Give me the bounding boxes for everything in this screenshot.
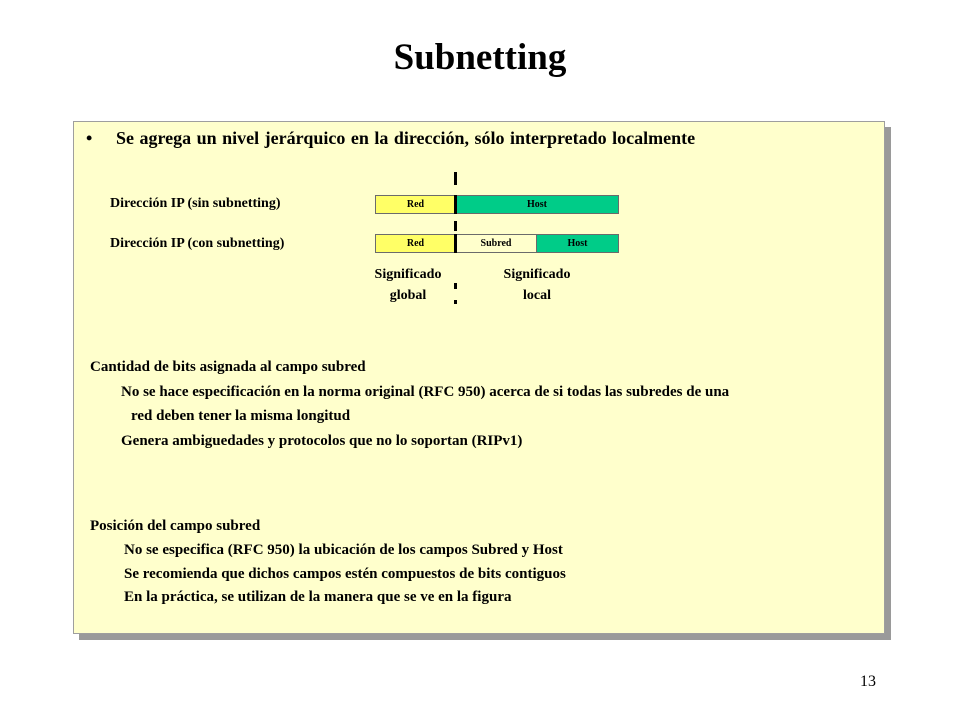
- divider-dash: [454, 234, 457, 253]
- row2-red-field: Red: [375, 234, 456, 253]
- section2-line2: Se recomienda que dichos campos estén compuestos de bits contiguos: [124, 566, 566, 582]
- section1-line3: Genera ambiguedades y protocolos que no lo soportan (RIPv1): [121, 433, 523, 449]
- section2-line1: No se especifica (RFC 950) la ubicación de los campos Subred y Host: [124, 542, 563, 558]
- divider-dash: [454, 221, 457, 231]
- section1-line1: No se hace especificación en la norma original (RFC 950) acerca de si todas las subredes de una: [121, 384, 730, 400]
- intro-text: Se agrega un nivel jerárquico en la dirección, sólo interpretado localmente: [116, 128, 696, 148]
- section2-line3: En la práctica, se utilizan de la manera que se ve en la figura: [124, 589, 512, 605]
- row1-label: Dirección IP (sin subnetting): [110, 196, 281, 211]
- global-caption-line2: global: [389, 288, 427, 303]
- divider-dash: [454, 195, 457, 214]
- local-caption: [487, 264, 587, 306]
- bullet-icon: •: [86, 128, 93, 148]
- local-caption-line1: Significado: [503, 267, 571, 282]
- row2-host-field: Host: [536, 234, 619, 253]
- section1-line2: red deben tener la misma longitud: [131, 408, 351, 424]
- row2-subred-field: Subred: [455, 234, 537, 253]
- local-caption-line2: local: [523, 288, 551, 303]
- row1-host-field: Host: [455, 195, 619, 214]
- slide-title: Subnetting: [393, 37, 567, 78]
- row2-label: Dirección IP (con subnetting): [110, 236, 285, 251]
- section1-heading: Cantidad de bits asignada al campo subred: [90, 359, 366, 375]
- row1-red-field: Red: [375, 195, 456, 214]
- global-caption: [360, 264, 456, 306]
- divider-dash: [454, 172, 457, 185]
- page-number: 13: [860, 673, 876, 690]
- intro-bullet: [86, 128, 695, 149]
- section2-heading: Posición del campo subred: [90, 518, 261, 534]
- global-caption-line1: Significado: [374, 267, 442, 282]
